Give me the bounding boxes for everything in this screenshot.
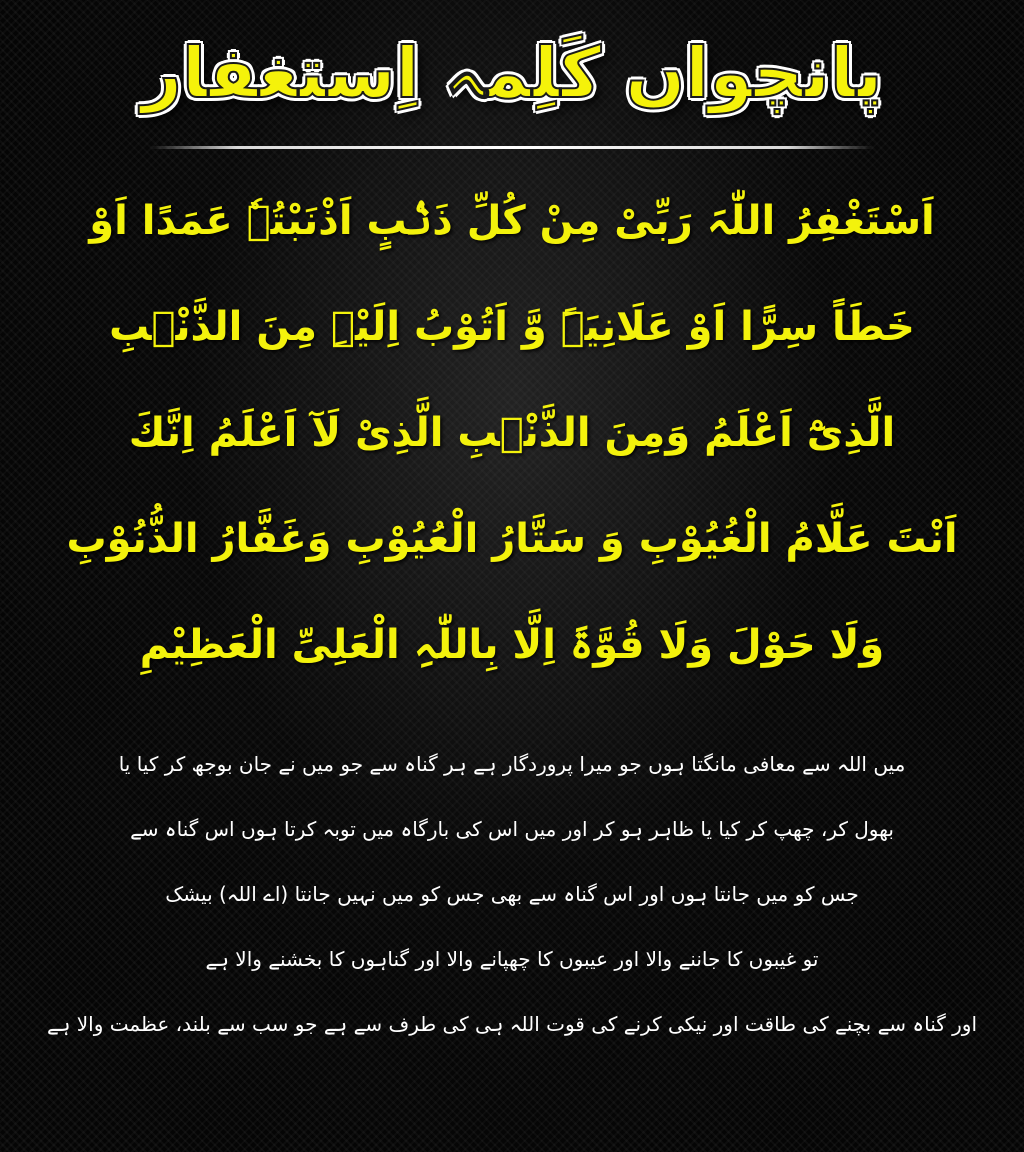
arabic-line: اَنْتَ عَلَّامُ الْغُیُوْبِ وَ سَتَّارُ الْعُیُوْبِ وَغَفَّارُ الذُّنُوْبِ [66,516,958,562]
title-banner [0,8,1024,138]
arabic-line: الَّذِیْٓ اَعْلَمُ وَمِنَ الذَّنْۢبِ الَّذِیْ لَآ اَعْلَمُ اِنَّكَ [128,410,896,456]
urdu-translation-block [20,732,1004,1057]
arabic-line: خَطَاً سِرًّا اَوْ عَلَانِیَۃً وَّ اَتُوْبُ اِلَیْہِ مِنَ الذَّنْۢبِ [109,304,915,350]
urdu-line: اور گناہ سے بچنے کی طاقت اور نیکی کرنے کی قوت اللہ ہی کی طرف سے ہے جو سب سے بلند، عظمت والا ہے [46,1012,978,1036]
urdu-line: تو غیبوں کا جاننے والا اور عیبوں کا چھپانے والا اور گناہوں کا بخشنے والا ہے [205,947,819,971]
page-title: پانچواں کَلِمہ اِستغفار [141,32,883,114]
arabic-text-block [28,168,996,698]
title-divider [150,146,874,149]
arabic-line: اَسْتَغْفِرُ اللّٰہَ رَبِّیْ مِنْ کُلِّ ذَنْۢبٍ اَذْنَبْتُہٗ عَمَدًا اَوْ [89,198,935,244]
urdu-line: جس کو میں جانتا ہوں اور اس گناہ سے بھی جس کو میں نہیں جانتا (اے اللہ) بیشک [165,882,859,906]
arabic-line: وَلَا حَوْلَ وَلَا قُوَّۃَ اِلَّا بِاللّٰہِ الْعَلِیِّ الْعَظِیْمِ [139,622,885,668]
urdu-line: بھول کر، چھپ کر کیا یا ظاہر ہو کر اور میں اس کی بارگاہ میں توبہ کرتا ہوں اس گناہ سے [130,817,894,841]
urdu-line: میں اللہ سے معافی مانگتا ہوں جو میرا پروردگار ہے ہر گناہ سے جو میں نے جان بوجھ کر کیا یا [118,752,906,776]
